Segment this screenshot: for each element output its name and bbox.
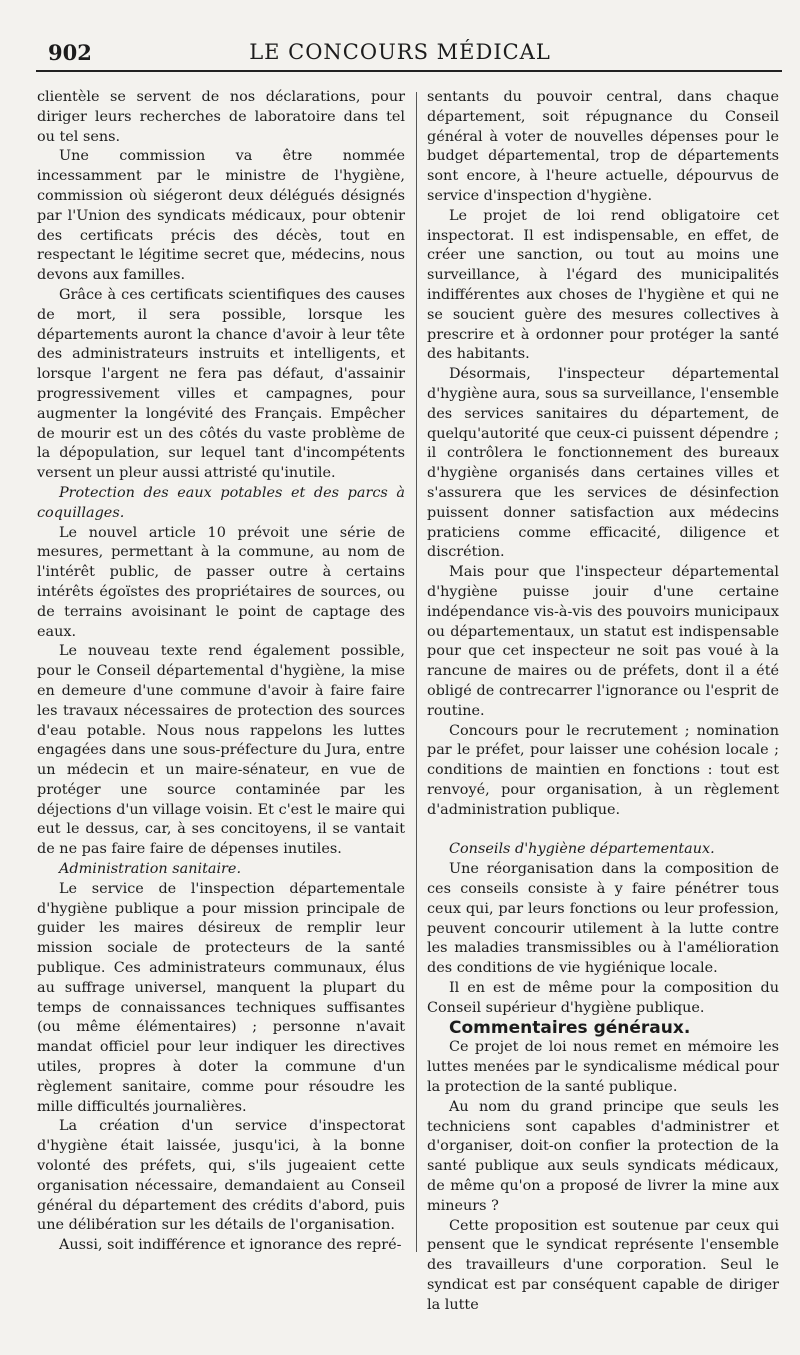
left-column <box>37 88 405 1256</box>
subheading-administration-sanitaire: Administration sanitaire. <box>59 861 242 878</box>
paragraph: Il en est de même pour la composition du Conseil supérieur d'hygiène publique. <box>427 980 779 1016</box>
subheading-conseils-hygiene: Conseils d'hygiène départementaux. <box>449 841 715 858</box>
paragraph: Le service de l'inspection départementale d'hygiène publique a pour mission principale de guider les maires désireux de remplir leur mission sociale de protecteurs de la santé publique. Ces administrateurs communaux, élus au suffrage universel, manquent la plupart du temps de connaissances techniques suffisantes (ou même élémentaires) ; personne n'avait mandat officiel pour leur indiquer les directives utiles, propres à doter la commune d'un règlement sanitaire, comme pour résoudre les mille difficultés journalières. <box>37 880 405 1115</box>
paragraph: Le nouvel article 10 prévoit une série de mesures, permettant à la commune, au nom de l'intérêt public, de passer outre à certains intérêts égoïstes des propriétaires de sources, ou de terrains avoisinant le point de captage des eaux. <box>37 524 405 640</box>
paragraph: clientèle se servent de nos déclarations, pour diriger leurs recherches de laboratoire dans tel ou tel sens. <box>37 89 405 145</box>
spacer <box>427 820 779 840</box>
paragraph: Le nouveau texte rend également possible, pour le Conseil départemental d'hygiène, la mise en demeure d'une commune d'avoir à faire faire les travaux nécessaires de protection des sources d'eau potable. Nous nous rappelons les luttes engagées dans une sous-préfecture du Jura, entre un médecin et un maire-sénateur, en vue de protéger une source contaminée par les déjections d'un village voisin. Et c'est le maire qui eut le dessus, car, à ses concitoyens, il se vantait de ne pas faire faire de dépenses inutiles. <box>37 643 405 858</box>
paragraph: sentants du pouvoir central, dans chaque département, soit répugnance du Conseil général à voter de nouvelles dépenses pour le budget départemental, trop de départements sont encore, à l'heure actuelle, dépourvus de service d'inspection d'hygiène. <box>427 89 779 204</box>
subheading-protection-eaux: Protection des eaux potables et des parcs à coquillages. <box>37 484 405 521</box>
paragraph: Cette proposition est soutenue par ceux qui pensent que le syndicat représente l'ensemble des travailleurs d'une corporation. Seul le syndicat est par conséquent capable de diriger la lutte <box>427 1217 779 1313</box>
journal-title: LE CONCOURS MÉDICAL <box>249 40 551 64</box>
header-rule <box>36 70 782 72</box>
page-header <box>0 36 800 76</box>
paragraph: Le projet de loi rend obligatoire cet inspectorat. Il est indispensable, en effet, de créer une sanction, ou tout au moins une surveillance, à l'égard des municipalités indifférentes aux choses de l'hygiène et qui ne se soucient guère des mesures collectives à prescrire et à ordonner pour protéger la santé des habitants. <box>427 207 779 363</box>
paragraph: Une commission va être nommée incessamment par le ministre de l'hygiène, commission où siégeront deux délégués désignés par l'Union des syndicats médicaux, pour obtenir des certificats précis des décès, tout en respectant le légitime secret que, médecins, nous devons aux familles. <box>37 148 405 284</box>
paragraph: Aussi, soit indifférence et ignorance des repré- <box>59 1237 402 1254</box>
column-divider <box>416 92 417 1252</box>
paragraph: La création d'un service d'inspectorat d'hygiène était laissée, jusqu'ici, à la bonne volonté des préfets, qui, s'ils jugeaient cette organisation nécessaire, demandaient au Conseil général du département des crédits d'abord, puis une délibération sur les détails de l'organisation. <box>37 1118 405 1234</box>
paragraph: Concours pour le recrutement ; nomination par le préfet, pour laisser une cohésion locale ; conditions de maintien en fonctions : tout est renvoyé, pour organisation, à un règlement d'administration publique. <box>427 722 779 818</box>
paragraph: Au nom du grand principe que seuls les techniciens sont capables d'administrer et d'organiser, doit-on confier la protection de la santé publique aux seuls syndicats médicaux, de même qu'on a proposé de livrer la mine aux mineurs ? <box>427 1098 779 1214</box>
paragraph: Désormais, l'inspecteur départemental d'hygiène aura, sous sa surveillance, l'ensemble des services sanitaires du département, de quelqu'autorité que ceux-ci puissent dépendre ; il contrôlera le fonctionnement des bureaux d'hygiène organisés dans certaines villes et s'assurera que les services de désinfection puissent donner satisfaction aux médecins praticiens comme efficacité, diligence et discrétion. <box>427 366 779 561</box>
paragraph: Une réorganisation dans la composition de ces conseils consiste à y faire pénétrer tous ceux qui, par leurs fonctions ou leur profession, peuvent concourir utilement à la lutte contre les maladies transmissibles ou à l'amélioration des conditions de vie hygiénique locale. <box>427 861 779 977</box>
paragraph: Mais pour que l'inspecteur départemental d'hygiène puisse jouir d'une certaine indépendance vis-à-vis des pouvoirs municipaux ou départementaux, un statut est indispensable pour que cet inspecteur ne soit pas voué à la rancune de maires ou de préfets, dont il a été obligé de contrecarrer l'ignorance ou l'esprit de routine. <box>427 564 779 719</box>
right-column <box>427 88 779 1316</box>
section-heading-commentaires: Commentaires généraux. <box>449 1017 691 1038</box>
paragraph: Grâce à ces certificats scientifiques des causes de mort, il sera possible, lorsque les départements auront la chance d'avoir à leur tête des administrateurs instruits et intelligents, et lorsque l'argent ne fera pas défaut, d'assainir progressivement villes et campagnes, pour augmenter la longévité des Français. Empêcher de mourir est un des côtés du vaste problème de la dépopulation, sur lequel tant d'incompétents versent un pleur aussi attristé qu'inutile. <box>37 286 405 482</box>
paragraph: Ce projet de loi nous remet en mémoire les luttes menées par le syndicalisme médical pour la protection de la santé publique. <box>427 1039 779 1096</box>
page-number: 902 <box>48 40 92 65</box>
